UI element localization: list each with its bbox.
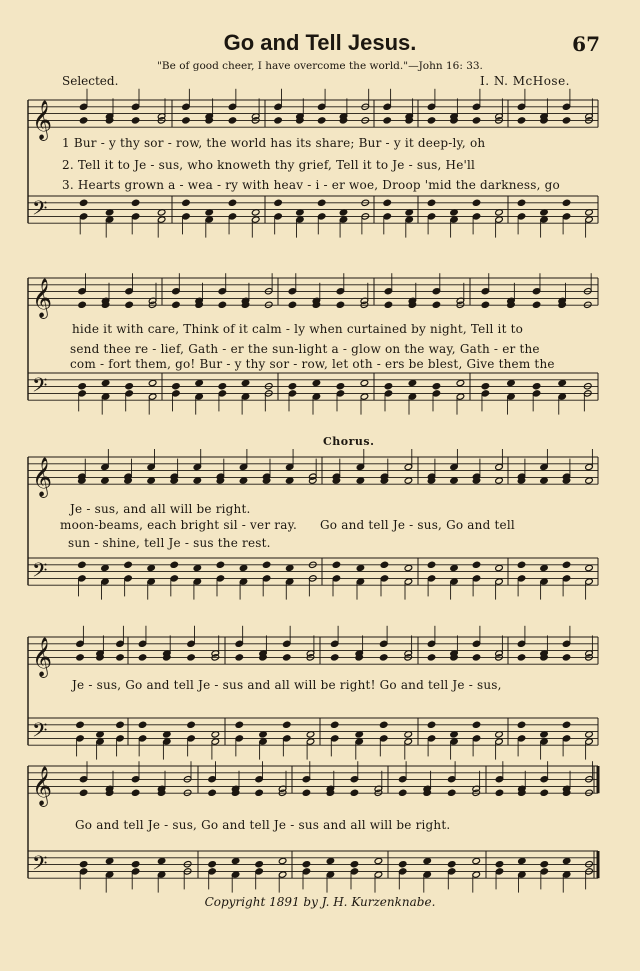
note-head [336,383,345,390]
note-head [540,789,549,796]
note-head [116,721,125,728]
clef-symbol: 𝄢 [32,558,48,587]
clef-symbol: 𝄞 [32,100,53,141]
note-head [495,477,504,484]
note-head [241,379,250,386]
note-head [472,654,481,661]
copyright-notice: Copyright 1891 by J. H. Kurzenknabe. [204,895,436,909]
note-head [76,721,85,728]
note-head [76,654,85,661]
note-head [208,861,217,868]
note-head [356,477,365,484]
note-head [481,383,490,390]
note-head [585,564,594,571]
clef-symbol: 𝄞 [32,278,53,319]
note-head [562,117,571,124]
clef-symbol: 𝄞 [32,766,53,807]
note-head [282,654,291,661]
note-head [285,477,294,484]
note-head [235,654,244,661]
note-head [105,857,114,864]
lyric-line: hide it with care, Think of it calm - ly when curtained by night, Tell it to [72,322,524,336]
note-head [172,383,181,390]
note-head [317,199,326,206]
note-head [495,564,504,571]
lyric-line: Go and tell Je - sus, Go and tell Je - sus and all will be right. [75,818,451,832]
note-head [332,561,341,568]
chorus-lyric-line: Go and tell Je - sus, Go and tell [320,518,515,532]
note-head [125,383,134,390]
note-head [131,789,140,796]
composer-credit: I. N. McHose. [479,74,570,88]
note-head [235,721,244,728]
note-head [262,561,271,568]
note-head [356,564,365,571]
note-head [450,477,459,484]
note-head [562,561,571,568]
chorus-label: Chorus. [323,435,375,448]
note-head [398,861,407,868]
note-head [540,861,549,868]
note-head [187,654,196,661]
lyric-line: Je - sus, and all will be right. [70,502,251,516]
note-head [562,857,571,864]
note-head [218,301,227,308]
note-head [182,199,191,206]
clef-symbol: 𝄞 [32,457,53,498]
lyric-line: 3. Hearts grown a - wea - ry with heav - i - er woe, Droop 'mid the darkness, go [62,178,560,192]
note-head [472,561,481,568]
clef-symbol: 𝄢 [32,373,48,402]
lyric-line: 2. Tell it to Je - sus, who knoweth thy grief, Tell it to Je - sus, He'll [62,158,476,172]
lyric-line: Je - sus, Go and tell Je - sus and all will be right! Go and tell Je - sus, [72,678,502,692]
note-head [288,301,297,308]
clef-symbol: 𝄢 [32,718,48,747]
note-head [540,477,549,484]
note-head [218,383,227,390]
note-head [408,379,417,386]
note-head [138,654,147,661]
note-head [383,117,392,124]
note-head [79,789,88,796]
note-head [148,379,157,386]
note-head [193,564,202,571]
note-head [472,721,481,728]
note-head [380,561,389,568]
note-head [423,857,432,864]
note-head [432,301,441,308]
hymn-title: Go and Tell Jesus. [223,30,417,55]
note-head [517,721,526,728]
note-head [427,561,436,568]
note-head [302,861,311,868]
clef-symbol: 𝄢 [32,196,48,225]
note-head [383,199,392,206]
note-head [285,564,294,571]
note-head [282,721,291,728]
note-head [182,117,191,124]
note-head [138,721,147,728]
note-head [517,654,526,661]
note-head [255,861,264,868]
note-head [336,301,345,308]
note-head [187,721,196,728]
note-head [447,789,456,796]
note-head [379,654,388,661]
note-head [532,383,541,390]
note-head [472,199,481,206]
note-head [326,857,335,864]
lyric-line: com - fort them, go! Bur - y thy sor - row, let oth - ers be blest, Give them the [70,357,555,371]
note-head [288,383,297,390]
note-head [239,477,248,484]
note-head [216,561,225,568]
note-head [384,383,393,390]
note-head [228,117,237,124]
note-head [495,789,504,796]
words-credit: Selected. [62,74,119,88]
note-head [101,477,110,484]
note-head [116,654,125,661]
note-head [278,857,287,864]
note-head [274,199,283,206]
note-head [195,379,204,386]
note-head [193,477,202,484]
note-head [350,861,359,868]
note-head [101,564,110,571]
note-head [427,721,436,728]
note-head [379,721,388,728]
note-head [384,301,393,308]
note-head [456,379,465,386]
note-head [517,117,526,124]
lyric-line: moon-beams, each bright sil - ver ray. [60,518,297,532]
note-head [78,301,87,308]
note-head [79,117,88,124]
note-head [447,861,456,868]
note-head [101,379,110,386]
note-head [540,564,549,571]
note-head [157,857,166,864]
note-head [532,301,541,308]
note-head [255,789,264,796]
note-head [472,117,481,124]
note-head [562,654,571,661]
note-head [131,117,140,124]
note-head [172,301,181,308]
note-head [125,301,134,308]
note-head [404,564,413,571]
note-head [427,199,436,206]
note-head [427,654,436,661]
note-head [374,857,383,864]
clef-symbol: 𝄞 [32,637,53,678]
note-head [147,477,156,484]
note-head [124,561,133,568]
note-head [79,861,88,868]
note-head [398,789,407,796]
note-head [228,199,237,206]
note-head [518,857,527,864]
note-head [562,721,571,728]
note-head [495,861,504,868]
note-head [562,199,571,206]
note-head [131,199,140,206]
note-head [517,561,526,568]
lyric-line: send thee re - lief, Gath - er the sun-light a - glow on the way, Gath - er the [70,342,540,356]
note-head [585,477,594,484]
note-head [450,564,459,571]
clef-symbol: 𝄢 [32,851,48,880]
note-head [79,199,88,206]
note-head [239,564,248,571]
note-head [330,721,339,728]
note-head [170,561,179,568]
scripture-epigraph: "Be of good cheer, I have overcome the world."—John 16: 33. [157,60,483,72]
note-head [317,117,326,124]
note-head [432,383,441,390]
note-head [78,561,87,568]
note-head [312,379,321,386]
note-head [404,477,413,484]
note-head [517,199,526,206]
lyric-line: 1 Bur - y thy sor - row, the world has its share; Bur - y it deep-ly, oh [62,136,486,150]
note-head [302,789,311,796]
note-head [78,383,87,390]
note-head [481,301,490,308]
note-head [147,564,156,571]
note-head [472,857,481,864]
note-head [131,861,140,868]
note-head [330,654,339,661]
note-head [350,789,359,796]
note-head [558,379,567,386]
lyric-line: sun - shine, tell Je - sus the rest. [68,536,271,550]
page-number: 67 [572,32,600,56]
note-head [208,789,217,796]
note-head [507,379,516,386]
note-head [231,857,240,864]
note-head [274,117,283,124]
note-head [427,117,436,124]
note-head [360,379,369,386]
